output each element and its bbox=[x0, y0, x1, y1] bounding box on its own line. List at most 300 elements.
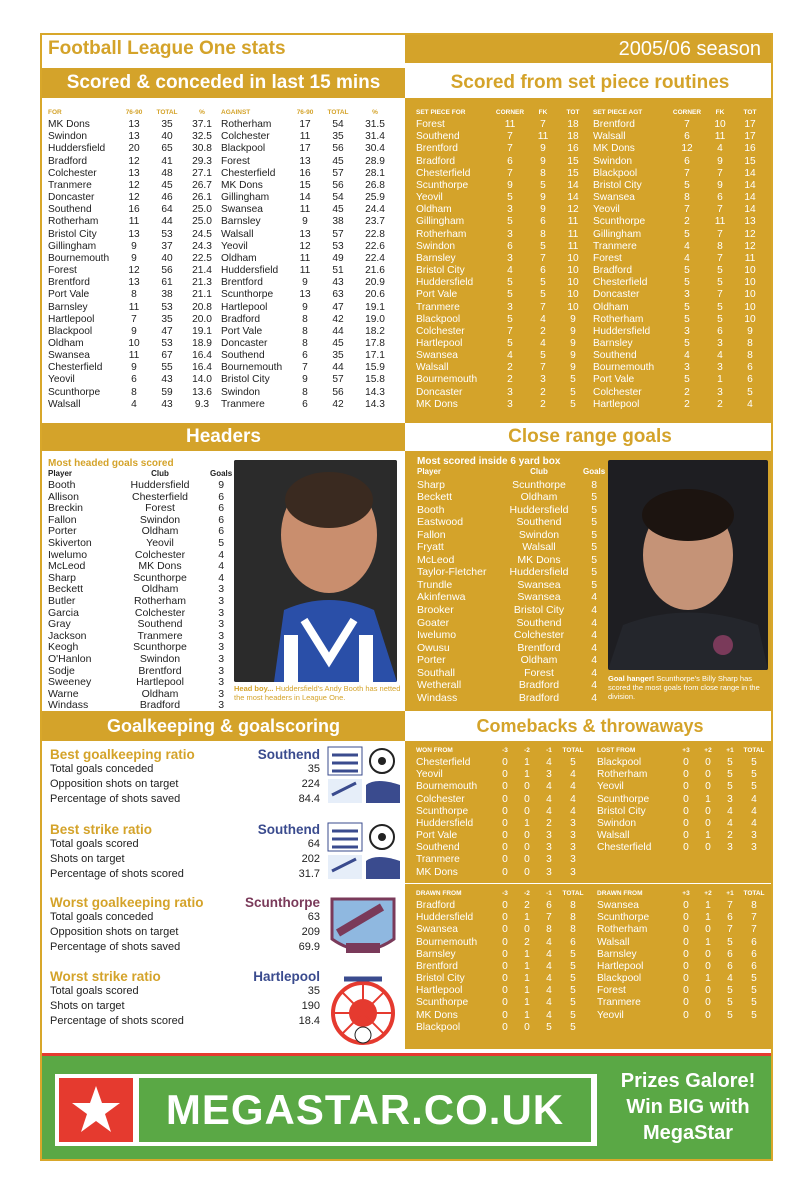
drawn-neg-table bbox=[416, 888, 586, 1034]
table-cell: Beckett bbox=[48, 583, 84, 596]
table-cell: 15.8 bbox=[365, 374, 385, 386]
table-row bbox=[221, 277, 393, 289]
table-cell: 61 bbox=[161, 277, 173, 289]
table-cell: 0 bbox=[683, 985, 689, 997]
table-row bbox=[417, 654, 605, 667]
table-row bbox=[48, 229, 218, 241]
table-cell: 10 bbox=[744, 313, 756, 325]
table-cell: 3 bbox=[218, 594, 225, 607]
ad-line2: Win BIG with bbox=[626, 1096, 750, 1118]
table-cell: Bournemouth bbox=[416, 374, 478, 386]
table-cell: Southend bbox=[48, 204, 92, 216]
sharp-caption bbox=[608, 674, 770, 701]
table-cell: 3 bbox=[218, 699, 225, 712]
table-cell: Bristol City bbox=[221, 374, 270, 386]
table-cell: 0 bbox=[502, 842, 508, 854]
column-header: +2 bbox=[704, 890, 712, 897]
table-cell: 17.8 bbox=[365, 337, 385, 349]
table-cell: 32.5 bbox=[192, 131, 212, 143]
table-cell: McLeod bbox=[48, 560, 86, 573]
table-cell: Hartlepool bbox=[593, 398, 640, 410]
set-piece-against-table bbox=[593, 107, 765, 411]
table-cell: 4 bbox=[218, 548, 225, 561]
table-cell: 2 bbox=[524, 936, 530, 948]
table-cell: 16 bbox=[744, 143, 756, 155]
goalkeeping-block bbox=[50, 747, 320, 807]
table-row bbox=[593, 156, 765, 168]
table-cell: 10 bbox=[567, 301, 579, 313]
column-header: -1 bbox=[546, 890, 552, 897]
table-cell: 5 bbox=[751, 1009, 757, 1021]
table-cell: 13 bbox=[299, 228, 311, 240]
column-header: FK bbox=[715, 109, 725, 116]
table-cell: Hartlepool bbox=[416, 985, 463, 997]
table-cell: 12 bbox=[567, 204, 579, 216]
table-cell: 1 bbox=[524, 912, 530, 924]
sharp-caption-text: Scunthorpe's Billy Sharp has scored the most goals from close range in the division. bbox=[608, 674, 760, 701]
goalkeeping-block-title bbox=[50, 969, 320, 984]
table-cell: 38 bbox=[161, 289, 173, 301]
table-row bbox=[593, 289, 765, 301]
column-header: WON FROM bbox=[416, 747, 453, 754]
column-header: AGAINST bbox=[221, 109, 251, 116]
table-cell: 0 bbox=[705, 769, 711, 781]
table-cell: 4 bbox=[546, 985, 552, 997]
table-cell: 6 bbox=[717, 325, 723, 337]
table-cell: 12 bbox=[128, 155, 140, 167]
table-cell: 8 bbox=[747, 337, 753, 349]
table-cell: Bournemouth bbox=[416, 781, 478, 793]
column-header: -3 bbox=[502, 747, 508, 754]
table-cell: Brentford bbox=[48, 277, 90, 289]
table-cell: 0 bbox=[683, 912, 689, 924]
table-cell: Scunthorpe bbox=[416, 179, 469, 191]
table-cell: 4 bbox=[540, 337, 546, 349]
table-cell: 6 bbox=[302, 398, 308, 410]
table-cell: Rotherham bbox=[416, 228, 467, 240]
table-cell: Hartlepool bbox=[48, 313, 95, 325]
table-row bbox=[221, 119, 393, 131]
table-cell: 6 bbox=[570, 936, 576, 948]
table-cell: 0 bbox=[705, 960, 711, 972]
table-row bbox=[416, 818, 586, 830]
table-cell: Walsall bbox=[416, 362, 449, 374]
table-cell: 6 bbox=[747, 374, 753, 386]
table-cell: Bristol City bbox=[416, 265, 465, 277]
table-row bbox=[416, 1010, 586, 1022]
table-cell: Chesterfield bbox=[597, 842, 652, 854]
table-cell: Porter bbox=[48, 525, 77, 538]
table-cell: Colchester bbox=[48, 167, 97, 179]
table-cell: 15 bbox=[567, 167, 579, 179]
table-row bbox=[597, 961, 767, 973]
table-cell: Doncaster bbox=[221, 337, 268, 349]
column-header: TOTAL bbox=[156, 109, 178, 116]
table-row bbox=[416, 900, 586, 912]
table-cell: 6 bbox=[717, 192, 723, 204]
table-cell: 0 bbox=[683, 805, 689, 817]
table-cell: 5 bbox=[570, 960, 576, 972]
table-row bbox=[417, 566, 605, 579]
table-cell: 30.4 bbox=[365, 143, 385, 155]
table-cell: 45 bbox=[332, 155, 344, 167]
table-cell: 2 bbox=[684, 398, 690, 410]
table-cell: 16 bbox=[128, 204, 140, 216]
table-cell: 4 bbox=[591, 691, 598, 704]
table-cell: 2 bbox=[507, 374, 513, 386]
table-row bbox=[593, 253, 765, 265]
table-cell: 5 bbox=[591, 553, 598, 566]
table-cell: Brentford bbox=[593, 119, 635, 131]
table-cell: 5 bbox=[570, 985, 576, 997]
table-cell: 26.8 bbox=[365, 179, 385, 191]
table-row bbox=[416, 912, 586, 924]
table-cell: Southend bbox=[416, 842, 460, 854]
table-cell: 47 bbox=[332, 301, 344, 313]
table-cell: 8 bbox=[540, 228, 546, 240]
stat-label: Percentage of shots scored bbox=[50, 1015, 184, 1027]
table-cell: Bristol City bbox=[597, 805, 646, 817]
table-row bbox=[221, 362, 393, 374]
hartlepool-crest bbox=[326, 971, 400, 1047]
headers-subtitle: Most headed goals scored bbox=[48, 458, 174, 469]
stat-row bbox=[50, 777, 320, 792]
stat-label: Shots on target bbox=[50, 853, 125, 865]
table-cell: 0 bbox=[683, 924, 689, 936]
table-cell: 3 bbox=[570, 842, 576, 854]
close-range-subtitle: Most scored inside 6 yard box bbox=[417, 456, 561, 467]
table-cell: MK Dons bbox=[416, 398, 458, 410]
table-header-row bbox=[416, 745, 586, 757]
table-cell: 31.4 bbox=[365, 131, 385, 143]
table-cell: 14 bbox=[567, 179, 579, 191]
table-cell: 0 bbox=[683, 781, 689, 793]
table-row bbox=[48, 156, 218, 168]
table-cell: 0 bbox=[524, 830, 530, 842]
table-cell: 0 bbox=[683, 842, 689, 854]
table-cell: Swindon bbox=[416, 240, 456, 252]
column-header: +1 bbox=[726, 890, 734, 897]
table-cell: 65 bbox=[161, 143, 173, 155]
table-cell: 8 bbox=[570, 912, 576, 924]
table-cell: 20.0 bbox=[192, 313, 212, 325]
table-cell: Oldham bbox=[48, 337, 84, 349]
scored-against-table bbox=[221, 107, 393, 411]
headers-title: Headers bbox=[186, 426, 261, 447]
headers-bar bbox=[42, 423, 405, 451]
table-row bbox=[416, 949, 586, 961]
table-cell: 9 bbox=[218, 479, 225, 491]
column-header: TOTAL bbox=[562, 747, 584, 754]
table-cell: 9 bbox=[131, 362, 137, 374]
table-row bbox=[416, 192, 588, 204]
table-cell: 2 bbox=[540, 325, 546, 337]
table-row bbox=[593, 326, 765, 338]
table-cell: 2 bbox=[524, 900, 530, 912]
table-cell: Walsall bbox=[522, 541, 556, 554]
table-cell: 4 bbox=[218, 560, 225, 573]
table-cell: 14.0 bbox=[192, 374, 212, 386]
table-cell: 4 bbox=[591, 604, 598, 617]
stat-row bbox=[50, 925, 320, 940]
table-cell: 9 bbox=[717, 179, 723, 191]
table-cell: 10 bbox=[567, 289, 579, 301]
table-cell: Scunthorpe bbox=[221, 289, 274, 301]
table-cell: 9 bbox=[570, 325, 576, 337]
table-cell: Yeovil bbox=[416, 192, 443, 204]
table-row bbox=[416, 781, 586, 793]
table-row bbox=[593, 204, 765, 216]
stat-label: Total goals conceded bbox=[50, 763, 154, 775]
table-cell: Bradford bbox=[221, 313, 261, 325]
table-cell: 28.1 bbox=[365, 167, 385, 179]
table-cell: Yeovil bbox=[48, 374, 75, 386]
table-cell: 3 bbox=[727, 793, 733, 805]
table-cell: Scunthorpe bbox=[133, 641, 187, 654]
table-cell: Barnsley bbox=[221, 216, 261, 228]
table-cell: 5 bbox=[751, 769, 757, 781]
table-cell: Chesterfield bbox=[48, 362, 103, 374]
table-cell: 49 bbox=[332, 252, 344, 264]
table-cell: Bradford bbox=[416, 155, 456, 167]
table-cell: 17 bbox=[299, 143, 311, 155]
table-cell: Blackpool bbox=[597, 757, 642, 769]
table-cell: Bradford bbox=[48, 155, 88, 167]
table-cell: 4 bbox=[747, 398, 753, 410]
table-cell: Southend bbox=[516, 616, 562, 629]
table-cell: 2 bbox=[684, 216, 690, 228]
table-cell: Skiverton bbox=[48, 536, 92, 549]
table-cell: 5 bbox=[540, 289, 546, 301]
table-row bbox=[416, 1022, 586, 1034]
table-row bbox=[48, 387, 218, 399]
table-row bbox=[221, 338, 393, 350]
table-cell: 5 bbox=[727, 997, 733, 1009]
table-cell: Forest bbox=[593, 252, 622, 264]
table-cell: 5 bbox=[684, 228, 690, 240]
table-row bbox=[593, 302, 765, 314]
table-cell: 0 bbox=[502, 948, 508, 960]
table-cell: Huddersfield bbox=[593, 325, 651, 337]
table-row bbox=[221, 143, 393, 155]
table-cell: 0 bbox=[502, 973, 508, 985]
table-cell: 16 bbox=[299, 167, 311, 179]
andy-booth-photo bbox=[234, 460, 397, 682]
block-title: Worst goalkeeping ratio bbox=[50, 895, 204, 910]
stat-value: 190 bbox=[301, 1000, 320, 1012]
table-cell: 5 bbox=[727, 985, 733, 997]
table-cell: Sharp bbox=[48, 571, 77, 584]
table-cell: 6 bbox=[507, 240, 513, 252]
table-row bbox=[597, 912, 767, 924]
table-header-row bbox=[593, 107, 765, 119]
table-row bbox=[48, 326, 218, 338]
table-cell: Port Vale bbox=[221, 325, 263, 337]
table-cell: Huddersfield bbox=[416, 912, 474, 924]
table-cell: 7 bbox=[717, 167, 723, 179]
table-cell: 3 bbox=[570, 854, 576, 866]
table-cell: Tranmere bbox=[137, 629, 183, 642]
table-row bbox=[48, 619, 232, 631]
table-cell: 4 bbox=[591, 641, 598, 654]
close-range-bar bbox=[405, 423, 773, 451]
table-cell: 5 bbox=[684, 265, 690, 277]
table-row bbox=[221, 399, 393, 411]
table-cell: 18 bbox=[567, 131, 579, 143]
star-icon bbox=[69, 1083, 123, 1137]
table-row bbox=[416, 156, 588, 168]
table-cell: 6 bbox=[751, 936, 757, 948]
table-cell: Bristol City bbox=[416, 973, 465, 985]
table-cell: 13 bbox=[128, 277, 140, 289]
table-cell: Port Vale bbox=[593, 374, 635, 386]
table-cell: Forest bbox=[145, 502, 175, 515]
table-row bbox=[593, 192, 765, 204]
table-cell: 9 bbox=[302, 301, 308, 313]
table-row bbox=[417, 591, 605, 604]
table-cell: 5 bbox=[540, 179, 546, 191]
table-row bbox=[597, 900, 767, 912]
table-cell: 44 bbox=[332, 362, 344, 374]
table-cell: 8 bbox=[540, 167, 546, 179]
table-cell: 20.8 bbox=[192, 301, 212, 313]
table-cell: Gillingham bbox=[416, 216, 465, 228]
table-cell: Huddersfield bbox=[509, 503, 569, 516]
table-cell: Windass bbox=[48, 699, 89, 712]
table-cell: 9 bbox=[747, 325, 753, 337]
table-cell: 5 bbox=[591, 491, 598, 504]
ad-brand-box bbox=[139, 1078, 591, 1142]
table-cell: 4 bbox=[546, 973, 552, 985]
table-row bbox=[221, 350, 393, 362]
block-title: Worst strike ratio bbox=[50, 969, 161, 984]
stat-label: Total goals scored bbox=[50, 838, 139, 850]
table-cell: Tranmere bbox=[416, 301, 460, 313]
table-row bbox=[416, 757, 586, 769]
table-cell: Fallon bbox=[48, 513, 77, 526]
table-cell: Warne bbox=[48, 687, 79, 700]
table-cell: 11 bbox=[299, 204, 311, 216]
table-cell: Swansea bbox=[597, 900, 639, 912]
sharp-caption-bold: Goal hanger! bbox=[608, 674, 655, 683]
table-cell: MK Dons bbox=[593, 143, 635, 155]
table-cell: 5 bbox=[546, 1021, 552, 1033]
scunthorpe-crest bbox=[326, 893, 400, 959]
table-cell: 4 bbox=[546, 948, 552, 960]
table-cell: 53 bbox=[161, 228, 173, 240]
table-cell: Colchester bbox=[513, 629, 565, 642]
table-cell: 24.5 bbox=[192, 228, 212, 240]
table-cell: 4 bbox=[570, 793, 576, 805]
megastar-ad[interactable] bbox=[42, 1053, 773, 1161]
table-cell: Southend bbox=[516, 516, 562, 529]
table-row bbox=[416, 399, 588, 411]
table-cell: Chesterfield bbox=[221, 167, 276, 179]
table-cell: MK Dons bbox=[517, 553, 561, 566]
table-cell: Rotherham bbox=[597, 924, 648, 936]
table-cell: 10 bbox=[744, 277, 756, 289]
table-row bbox=[48, 204, 218, 216]
table-cell: 5 bbox=[570, 386, 576, 398]
table-cell: 6 bbox=[727, 912, 733, 924]
table-row bbox=[48, 168, 218, 180]
table-cell: 3 bbox=[717, 386, 723, 398]
table-cell: Breckin bbox=[48, 502, 84, 515]
table-cell: Bradford bbox=[139, 699, 181, 712]
table-cell: MK Dons bbox=[416, 1009, 458, 1021]
table-cell: 57 bbox=[332, 228, 344, 240]
table-cell: 1 bbox=[524, 757, 530, 769]
table-cell: 5 bbox=[727, 936, 733, 948]
table-cell: Tranmere bbox=[593, 240, 637, 252]
column-header: TOT bbox=[566, 109, 580, 116]
table-row bbox=[417, 554, 605, 567]
table-row bbox=[48, 131, 218, 143]
table-cell: 8 bbox=[751, 900, 757, 912]
table-cell: 5 bbox=[717, 277, 723, 289]
table-cell: 3 bbox=[218, 664, 225, 677]
table-cell: 0 bbox=[683, 960, 689, 972]
table-cell: 5 bbox=[684, 301, 690, 313]
table-cell: MK Dons bbox=[416, 866, 458, 878]
table-cell: 3 bbox=[218, 652, 225, 665]
table-cell: 56 bbox=[332, 143, 344, 155]
table-cell: 5 bbox=[684, 374, 690, 386]
table-cell: 44 bbox=[332, 325, 344, 337]
column-header: TOTAL bbox=[562, 890, 584, 897]
stat-row bbox=[50, 984, 320, 999]
stat-row bbox=[50, 940, 320, 955]
table-row bbox=[593, 314, 765, 326]
table-cell: 8 bbox=[747, 350, 753, 362]
booth-caption-bold: Head boy... bbox=[234, 684, 274, 693]
table-cell: 3 bbox=[218, 687, 225, 700]
table-cell: Bradford bbox=[518, 679, 560, 692]
table-cell: Barnsley bbox=[593, 337, 633, 349]
table-cell: 41 bbox=[161, 155, 173, 167]
table-cell: 11 bbox=[714, 131, 726, 143]
table-cell: Hartlepool bbox=[136, 676, 184, 689]
table-cell: 2 bbox=[540, 386, 546, 398]
table-row bbox=[221, 302, 393, 314]
table-cell: 5 bbox=[570, 948, 576, 960]
block-club: Southend bbox=[257, 747, 320, 762]
table-cell: 6 bbox=[218, 502, 225, 515]
table-cell: 9 bbox=[131, 325, 137, 337]
table-cell: 5 bbox=[570, 1021, 576, 1033]
table-cell: Yeovil bbox=[221, 240, 248, 252]
table-cell: 37.1 bbox=[192, 119, 212, 131]
table-row bbox=[221, 180, 393, 192]
table-cell: 4 bbox=[546, 936, 552, 948]
table-cell: 45 bbox=[332, 337, 344, 349]
table-cell: 54 bbox=[332, 192, 344, 204]
column-header: FOR bbox=[48, 109, 62, 116]
table-cell: 4 bbox=[546, 793, 552, 805]
table-cell: 7 bbox=[717, 289, 723, 301]
column-header: TOTAL bbox=[743, 890, 765, 897]
table-cell: 3 bbox=[684, 362, 690, 374]
table-cell: 0 bbox=[502, 781, 508, 793]
table-cell: Bristol City bbox=[593, 179, 642, 191]
table-cell: 14 bbox=[567, 192, 579, 204]
table-cell: 6 bbox=[747, 362, 753, 374]
table-cell: 63 bbox=[332, 289, 344, 301]
table-cell: 5 bbox=[751, 997, 757, 1009]
table-cell: 5 bbox=[717, 265, 723, 277]
table-cell: 9 bbox=[570, 350, 576, 362]
table-cell: Booth bbox=[417, 503, 445, 516]
